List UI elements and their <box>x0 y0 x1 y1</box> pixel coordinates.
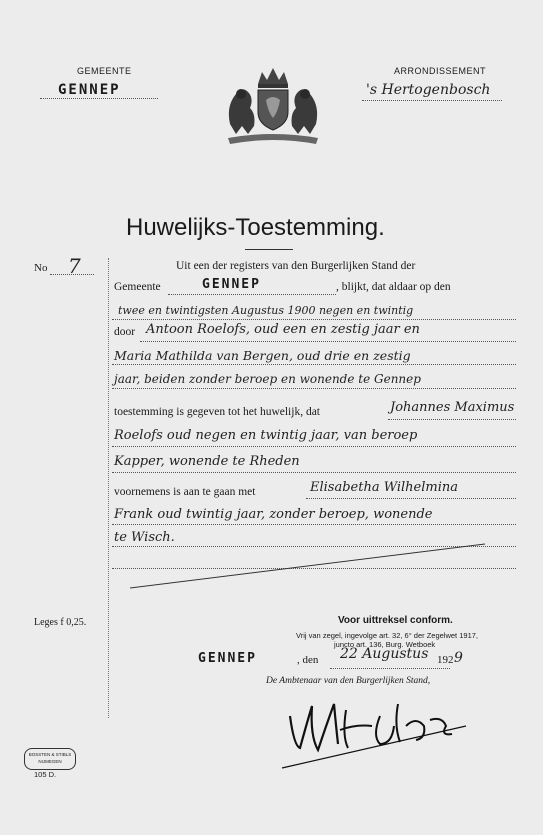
body-line-1: Uit een der registers van den Burgerlijken Stand der <box>176 260 416 272</box>
conform-note-2: juncto art. 136, Burg. Wetboek <box>334 640 436 649</box>
date-underline <box>330 668 450 669</box>
cancel-stroke <box>130 540 490 590</box>
handwritten-date: twee en twintigsten Augustus 1900 negen en twintig <box>118 304 414 317</box>
number-value: 7 <box>68 254 81 278</box>
conform-heading: Voor uittreksel conform. <box>338 615 453 626</box>
printer-stamp <box>24 748 76 770</box>
handwritten-signing-date: 22 Augustus <box>340 646 429 662</box>
line-underline-7 <box>388 419 516 420</box>
voornemens-label: voornemens is aan te gaan met <box>114 486 256 498</box>
line-underline-3 <box>112 319 516 320</box>
year-prefix: 192 <box>437 654 454 666</box>
line-underline-11 <box>112 524 516 525</box>
gemeente-underline <box>40 98 158 99</box>
handwritten-parents-3: jaar, beiden zonder beroep en wonende te Gennep <box>114 372 421 386</box>
place-stamp: GENNEP <box>198 651 257 666</box>
number-label: No <box>34 262 48 274</box>
gemeente-label: GEMEENTE <box>77 66 132 76</box>
form-code: 105 D. <box>34 770 57 779</box>
gemeente-stamp: GENNEP <box>58 82 121 98</box>
line-underline-8 <box>112 446 516 447</box>
handwritten-parents-2: Maria Mathilda van Bergen, oud drie en zestig <box>114 348 411 363</box>
handwritten-groom-2: Roelofs oud negen en twintig jaar, van beroep <box>114 428 418 443</box>
number-underline <box>50 274 94 275</box>
den-label: , den <box>297 654 319 666</box>
arrondissement-value: 's Hertogenbosch <box>366 82 491 98</box>
body-line-2-rest: , blijkt, dat aldaar op den <box>336 281 451 293</box>
coat-of-arms-emblem <box>220 64 326 146</box>
conform-note-1: Vrij van zegel, ingevolge art. 32, 6° der Zegelwet 1917, <box>296 631 478 640</box>
leges-fee: Leges f 0,25. <box>34 617 87 628</box>
printer-city: NIJMEGEN <box>38 759 62 764</box>
arrondissement-underline <box>362 100 502 101</box>
line-underline-6 <box>112 388 516 389</box>
printer-name: BOSSTEN & STIBLS <box>28 752 72 757</box>
door-label: door <box>114 326 136 338</box>
line-underline-5 <box>112 364 516 365</box>
margin-rule <box>108 258 109 718</box>
document-title: Huwelijks-Toestemming. <box>126 214 385 241</box>
handwritten-groom-1: Johannes Maximus <box>390 400 515 415</box>
handwritten-parents-1: Antoon Roelofs, oud een en zestig jaar en <box>146 322 420 337</box>
handwritten-bride-3: te Wisch. <box>114 530 175 545</box>
handwritten-signature <box>276 686 476 772</box>
line-underline-9 <box>112 472 516 473</box>
official-label: De Ambtenaar van den Burgerlijken Stand, <box>266 676 431 686</box>
line-underline-10 <box>306 498 516 499</box>
gemeente-body-label: Gemeente <box>114 281 161 293</box>
handwritten-bride-1: Elisabetha Wilhelmina <box>310 480 459 495</box>
handwritten-groom-3: Kapper, wonende te Rheden <box>114 454 300 469</box>
gemeente-body-underline <box>168 294 336 295</box>
toestemming-label: toestemming is gegeven tot het huwelijk, dat <box>114 406 321 418</box>
arrondissement-label: ARRONDISSEMENT <box>394 66 487 76</box>
title-rule <box>245 249 293 250</box>
handwritten-bride-2: Frank oud twintig jaar, zonder beroep, wonende <box>114 507 433 522</box>
year-suffix: 9 <box>454 650 463 666</box>
gemeente-body-stamp: GENNEP <box>202 277 261 292</box>
line-underline-4 <box>140 341 516 342</box>
